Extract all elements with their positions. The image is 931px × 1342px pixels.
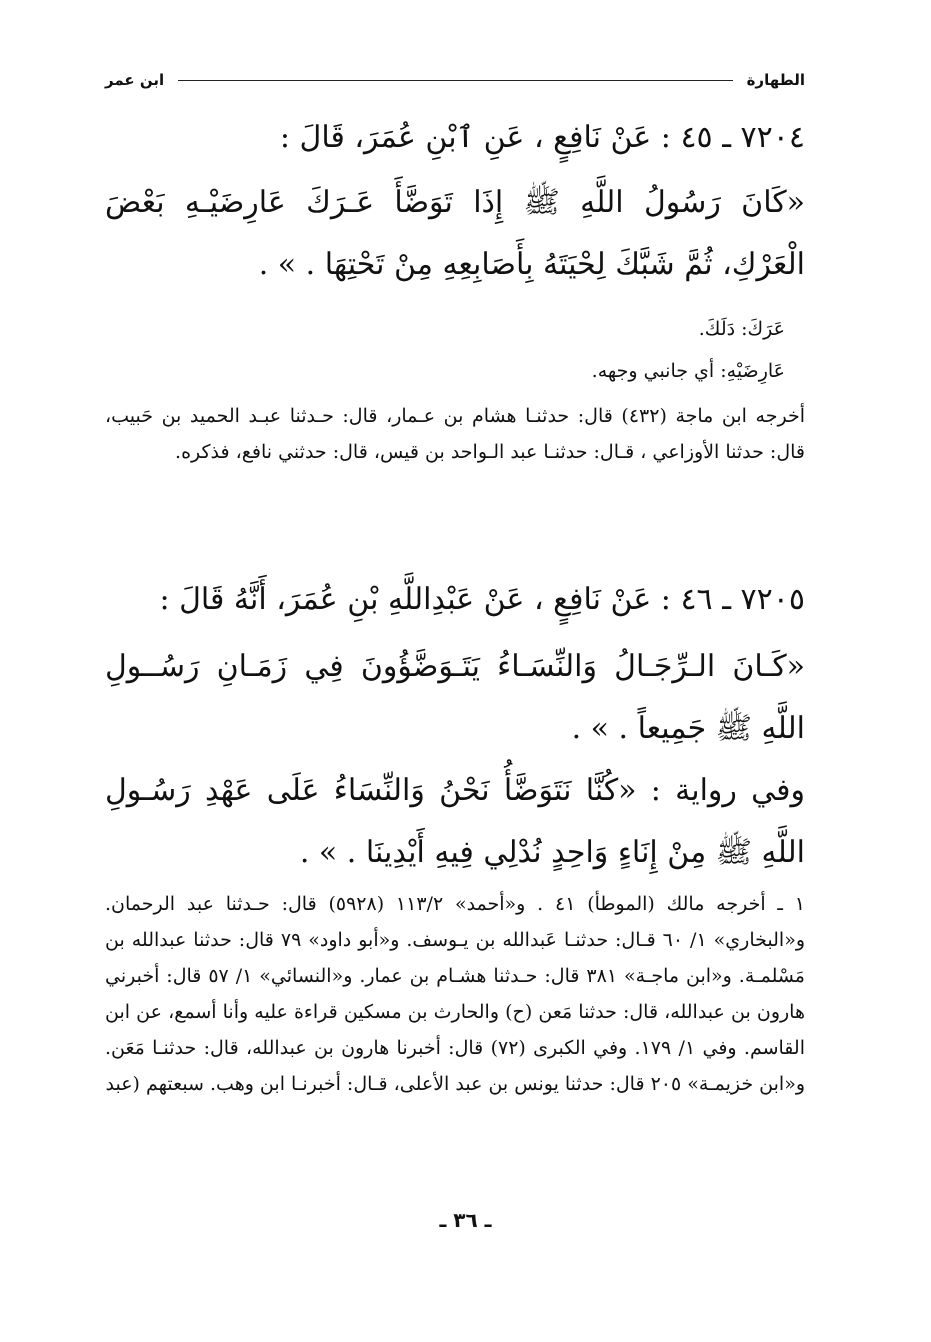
hadith-7205-riwaya: وفي رواية : «كُنَّا نَتَوَضَّأُ نَحْنُ وَالنِّسَاءُ عَلَى عَهْدِ رَسُـولِ اللَّهِ ﷺ مِنْ إِنَاءٍ وَاحِدٍ نُدْلِي فِيهِ أَيْدِينَا . » . — [105, 773, 805, 870]
hadith-7204-matn: «كَانَ رَسُولُ اللَّهِ ﷺ إِذَا تَوَضَّأَ عَـرَكَ عَارِضَيْـهِ بَعْضَ الْعَرْكِ، ثُمَّ شَبَّكَ لِحْيَتَهُ بِأَصَابِعِهِ مِنْ تَحْتِهَا . » . — [105, 185, 805, 282]
narrator-title: ابن عمر — [105, 71, 165, 89]
running-header — [105, 66, 805, 94]
page-number: ـ ٣٦ ـ — [439, 1208, 492, 1232]
hadith-7204-takhrij: أخرجه ابن ماجة (٤٣٢) قال: حدثنـا هشام بن عـمار، قال: حـدثنا عبـد الحميد بن حَبيب، قال: حدثنا الأوزاعي ، قـال: حدثنـا عبد الـواحد بن قيس، قال: حدثني نافع، فذكره. — [105, 405, 805, 463]
chapter-title: الطهارة — [746, 71, 805, 89]
hadith-7205-heading: ٧٢٠٥ ـ ٤٦ : عَنْ نَافِعٍ ، عَنْ عَبْدِاللَّهِ بْنِ عُمَرَ، أَنَّهُ قَالَ : — [159, 582, 805, 617]
header-rule — [178, 80, 732, 81]
gloss-aridayhi: عَارِضَيْهِ: أي جانبي وجهه. — [591, 360, 785, 382]
gloss-araka: عَرَكَ: دَلَكَ. — [698, 318, 785, 340]
hadith-7205-matn: «كَـانَ الـرِّجَـالُ وَالنِّسَـاءُ يَتَـوَضَّؤُونَ فِي زَمَـانِ رَسُــولِ اللَّهِ ﷺ جَمِيعاً . » . — [105, 649, 805, 746]
hadith-7204-heading: ٧٢٠٤ ـ ٤٥ : عَنْ نَافِعٍ ، عَنِ ٱبْنِ عُمَرَ، قَالَ : — [279, 120, 805, 155]
hadith-7205-takhrij: ١ ـ أخرجه مالك (الموطأ) ٤١ . و«أحمد» ١١٣/٢ (٥٩٢٨) قال: حـدثنا عبد الرحمان. و«البخاري» ١/ ٦٠ قـال: حدثنـا عَبدالله بن يـوسف. و«أبو داود» ٧٩ قال: حدثنا عبدالله بن مَسْلمـة. و«ابن ماجـة» ٣٨١ قال: حـدثنا هشـام بن عمار. و«النسائي» ١/ ٥٧ قال: أخبرني هارون بن عبدالله، قال: حدثنا مَعن (ح) والحارث بن مسكين قراءة عليه وأنا أسمع، عن ابن القاسم. وفي ١/ ١٧٩. وفي الكبرى (٧٢) قال: أخبرنا هارون بن عبدالله، قال: حدثنـا مَعَن. و«ابن خزيمـة» ٢٠٥ قال: حدثنا يونس بن عبد الأعلى، قـال: أخبرنـا ابن وهب. سبعتهم (عبد — [105, 893, 805, 1095]
